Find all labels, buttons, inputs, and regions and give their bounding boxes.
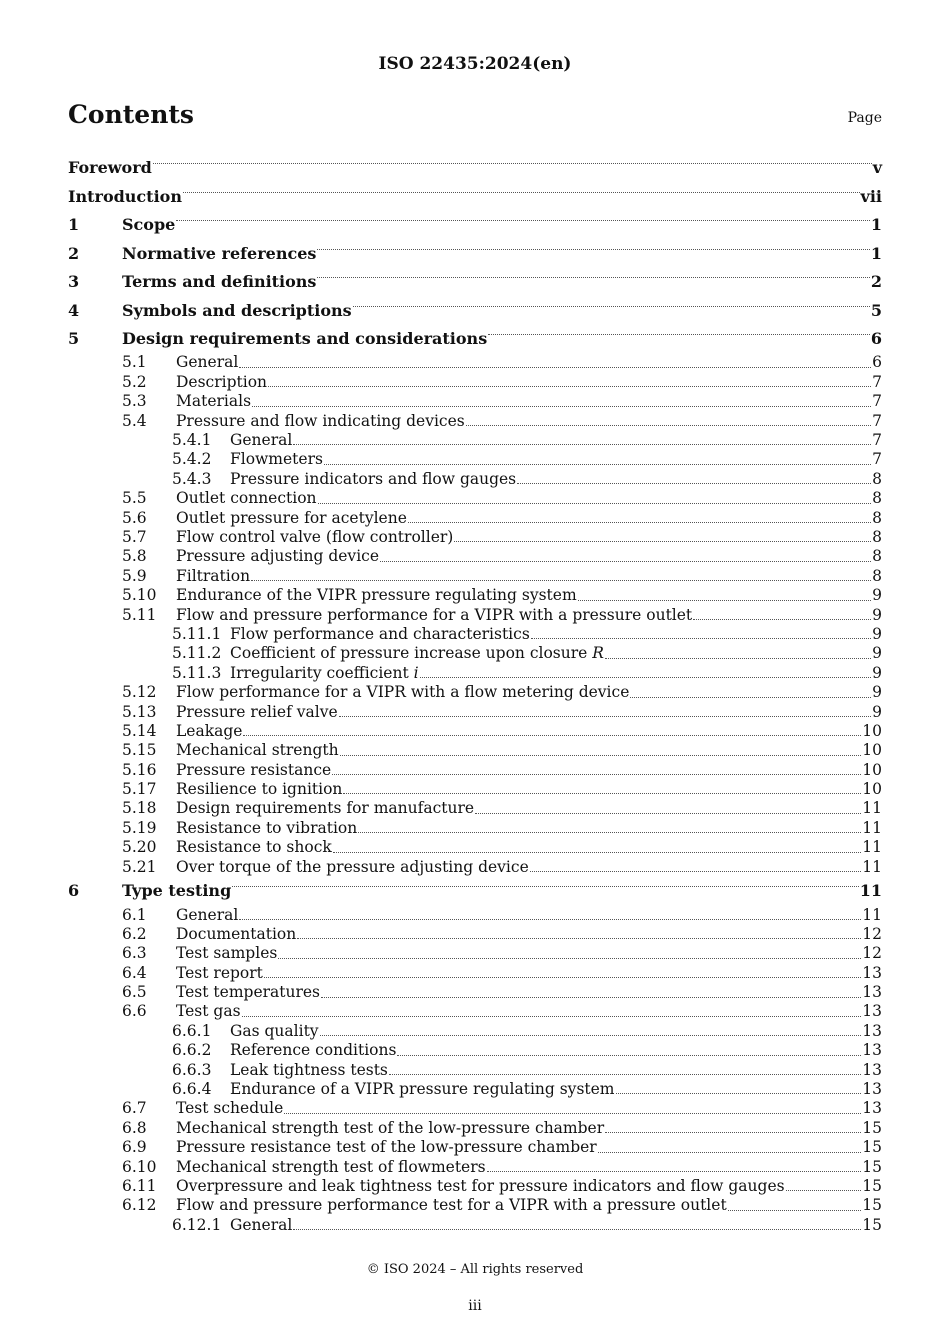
toc-entry-page: 9 (872, 644, 882, 663)
dot-leader (530, 871, 862, 872)
dot-leader (693, 619, 871, 620)
toc-entry-number: 5.11 (122, 605, 157, 624)
toc-entry-number: 6.6.4 (172, 1080, 212, 1099)
toc-entry-title: Flow and pressure performance test for a VIPR with a pressure outlet (176, 1196, 727, 1215)
dot-leader (475, 813, 861, 814)
toc-entry[interactable] (68, 1003, 882, 1022)
dot-leader (454, 541, 871, 542)
toc-entry[interactable] (68, 964, 882, 983)
dot-leader (239, 367, 871, 368)
toc-entry-number: 5.1 (122, 353, 147, 372)
page-number: iii (468, 1298, 482, 1314)
toc-entry-title: Type testing (122, 881, 232, 901)
toc-entry-title: Materials (176, 392, 252, 411)
toc-entry-page: 7 (872, 372, 882, 391)
dot-leader (243, 735, 861, 736)
dot-leader (578, 600, 871, 601)
toc-entry-number: 5.12 (122, 683, 157, 702)
toc-entry-title: Pressure resistance (176, 760, 332, 779)
toc-entry-title: Pressure resistance test of the low-pressure chamber (176, 1138, 597, 1157)
toc-entry-number: 6.6.2 (172, 1041, 212, 1060)
toc-entry[interactable] (68, 644, 882, 663)
toc-entry-number: 5.4.1 (172, 431, 212, 450)
toc-entry-number: 5.10 (122, 586, 157, 605)
toc-entry-title: Symbols and descriptions (122, 300, 352, 320)
toc-entry[interactable] (68, 392, 882, 411)
toc-entry-page: 13 (862, 1080, 882, 1099)
toc-entry-number: 5.4.3 (172, 469, 212, 488)
toc-entry[interactable] (68, 925, 882, 944)
dot-leader (488, 334, 870, 335)
toc-entry[interactable] (68, 877, 882, 906)
toc-entry-title: General (176, 905, 239, 924)
toc-entry-title: Introduction (68, 186, 182, 206)
toc-entry-page: 11 (862, 838, 882, 857)
toc-entry[interactable] (68, 1196, 882, 1215)
toc-entry[interactable] (68, 470, 882, 489)
toc-entry[interactable] (68, 1061, 882, 1080)
toc-entry[interactable] (68, 489, 882, 508)
toc-entry-page: 9 (872, 624, 882, 643)
dot-leader (630, 697, 871, 698)
toc-entry-page: 11 (859, 881, 882, 901)
dot-leader (786, 1190, 862, 1191)
dot-leader (339, 716, 871, 717)
dot-leader (333, 852, 861, 853)
toc-entry[interactable] (68, 664, 882, 683)
page-column-label: Page (847, 110, 882, 126)
dot-leader (324, 464, 871, 465)
dot-leader (380, 561, 871, 562)
toc-entry[interactable] (68, 154, 882, 183)
toc-entry-number: 5.6 (122, 508, 147, 527)
toc-entry-number: 1 (68, 215, 80, 234)
toc-entry-title: Over torque of the pressure adjusting device (176, 857, 529, 876)
dot-leader (242, 1016, 862, 1017)
toc-entry-title: Resistance to vibration (176, 818, 358, 837)
toc-entry-number: 5.3 (122, 392, 147, 411)
toc-entry-page: 2 (870, 272, 882, 291)
toc-entry-page: 13 (862, 963, 882, 982)
toc-entry[interactable] (68, 838, 882, 857)
dot-leader (320, 1035, 862, 1036)
toc-entry[interactable] (68, 741, 882, 760)
dot-leader (317, 277, 869, 278)
toc-entry-number: 6.7 (122, 1099, 147, 1118)
toc-entry-page: 15 (862, 1196, 882, 1215)
toc-entry-page: 10 (862, 760, 882, 779)
toc-entry-number: 6.5 (122, 983, 147, 1002)
toc-entry-title: Endurance of the VIPR pressure regulating system (176, 586, 577, 605)
toc-entry[interactable] (68, 819, 882, 838)
dot-leader (332, 774, 861, 775)
toc-entry[interactable] (68, 183, 882, 212)
dot-leader (264, 977, 861, 978)
toc-entry-page: 6 (872, 353, 882, 372)
toc-entry[interactable] (68, 1022, 882, 1041)
dot-leader (531, 638, 871, 639)
toc-entry-title: Pressure indicators and flow gauges (230, 469, 517, 488)
toc-entry-title: Terms and definitions (122, 272, 317, 291)
copyright-footer: © ISO 2024 – All rights reserved (366, 1262, 584, 1277)
toc-entry-number: 5.11.1 (172, 624, 222, 643)
toc-entry-page: 11 (862, 905, 882, 924)
toc-entry[interactable] (68, 354, 882, 373)
dot-leader (153, 163, 872, 164)
toc-entry-title: Filtration (176, 566, 251, 585)
toc-entry[interactable] (68, 586, 882, 605)
toc-entry[interactable] (68, 528, 882, 547)
toc-entry-page: 9 (872, 702, 882, 721)
toc-entry-title: Pressure relief valve (176, 702, 338, 721)
dot-leader (176, 220, 870, 221)
toc-entry[interactable] (68, 1138, 882, 1157)
dot-leader (297, 938, 861, 939)
toc-entry-number: 5 (68, 329, 80, 348)
toc-entry-title: Test report (176, 963, 263, 982)
toc-entry-number: 6.1 (122, 905, 147, 924)
toc-entry-title: Description (176, 372, 268, 391)
toc-entry-title: Resistance to shock (176, 838, 332, 857)
toc-entry-title: Test samples (176, 944, 278, 963)
dot-leader (340, 755, 862, 756)
toc-entry-title: Design requirements and considerations (122, 329, 488, 348)
toc-entry-page: 11 (862, 857, 882, 876)
dot-leader (284, 1113, 861, 1114)
toc-entry-number: 5.11.3 (172, 663, 222, 682)
toc-entry-title: Flow and pressure performance for a VIPR with a pressure outlet (176, 605, 693, 624)
toc-entry[interactable] (68, 799, 882, 818)
toc-entry-number: 6.2 (122, 924, 147, 943)
toc-entry[interactable] (68, 1119, 882, 1138)
toc-entry-page: 8 (872, 528, 882, 546)
toc-entry-number: 6.6.1 (172, 1021, 212, 1040)
toc-entry-page: 9 (872, 683, 882, 702)
toc-entry-title: Leak tightness tests (230, 1060, 388, 1079)
toc-entry-number: 5.18 (122, 799, 157, 818)
toc-entry-title: Mechanical strength test of flowmeters (176, 1157, 486, 1176)
toc-entry-number: 6.11 (122, 1177, 157, 1195)
toc-entry-page: 9 (872, 605, 882, 624)
toc-entry[interactable] (68, 983, 882, 1002)
dot-leader (232, 886, 858, 887)
toc-entry-number: 4 (68, 300, 80, 320)
toc-entry-title: Pressure adjusting device (176, 547, 379, 566)
toc-entry-page: 8 (872, 547, 882, 566)
dot-leader (251, 580, 871, 581)
dot-leader (252, 406, 871, 407)
toc-entry-page: 15 (862, 1157, 882, 1176)
toc-entry[interactable] (68, 325, 882, 354)
toc-entry-number: 6.12 (122, 1196, 157, 1215)
dot-leader (517, 483, 871, 484)
toc-entry[interactable] (68, 297, 882, 326)
toc-entry-number: 6.12.1 (172, 1215, 222, 1234)
toc-entry-page: 15 (862, 1118, 882, 1137)
toc-entry-title: Resilience to ignition (176, 780, 343, 799)
toc-entry[interactable] (68, 1041, 882, 1060)
toc-entry[interactable] (68, 858, 882, 877)
toc-entry-number: 6.6.3 (172, 1060, 212, 1079)
toc-entry-title: Scope (122, 215, 176, 234)
toc-entry[interactable] (68, 606, 882, 625)
dot-leader (353, 306, 870, 307)
toc-entry-number: 6.3 (122, 944, 147, 963)
dot-leader (318, 503, 872, 504)
toc-entry[interactable] (68, 268, 882, 297)
toc-entry[interactable] (68, 373, 882, 392)
toc-entry[interactable] (68, 761, 882, 780)
dot-leader (616, 1093, 862, 1094)
toc-entry[interactable] (68, 683, 882, 702)
toc-entry-number: 5.5 (122, 489, 147, 508)
toc-entry-page: v (872, 158, 882, 177)
toc-entry-title: Flow performance and characteristics (230, 624, 530, 643)
toc-entry-number: 5.14 (122, 721, 157, 740)
toc-entry-page: vii (860, 186, 882, 206)
dot-leader (598, 1152, 862, 1153)
toc-entry[interactable] (68, 547, 882, 566)
toc-entry-page: 11 (862, 799, 882, 818)
toc-entry-page: 15 (862, 1215, 882, 1234)
toc-entry-page: 7 (872, 450, 882, 469)
toc-entry-title: Foreword (68, 158, 152, 177)
toc-entry-number: 6.6 (122, 1002, 147, 1021)
toc-entry-title: Test gas (176, 1002, 241, 1021)
toc-entry-title: Test temperatures (176, 983, 321, 1002)
toc-entry-number: 5.21 (122, 857, 157, 876)
toc-entry[interactable] (68, 703, 882, 722)
toc-entry-title: Irregularity coefficient i (230, 663, 419, 682)
standard-header: ISO 22435:2024(en) (378, 54, 572, 74)
toc-entry-symbol: i (413, 663, 419, 682)
dot-leader (397, 1055, 861, 1056)
toc-entry[interactable] (68, 431, 882, 450)
toc-entry-number: 6.8 (122, 1118, 147, 1137)
toc-entry-number: 3 (68, 272, 80, 291)
toc-entry[interactable] (68, 944, 882, 963)
toc-entry-title: Endurance of a VIPR pressure regulating system (230, 1080, 615, 1099)
table-of-contents (68, 154, 882, 1235)
dot-leader (466, 425, 871, 426)
toc-entry-number: 5.8 (122, 547, 147, 566)
toc-entry-title: Documentation (176, 924, 297, 943)
toc-entry-page: 8 (872, 469, 882, 488)
dot-leader (239, 919, 861, 920)
toc-entry-number: 5.2 (122, 372, 147, 391)
toc-entry-page: 7 (872, 392, 882, 411)
toc-entry-title: Reference conditions (230, 1041, 397, 1060)
toc-entry-page: 13 (862, 1041, 882, 1060)
toc-entry-number: 5.20 (122, 838, 157, 857)
toc-entry-page: 6 (870, 329, 882, 348)
toc-entry-title: Test schedule (176, 1099, 284, 1118)
toc-entry-number: 6.10 (122, 1157, 157, 1176)
toc-entry-number: 5.11.2 (172, 644, 222, 663)
toc-entry-title: Mechanical strength (176, 741, 339, 760)
toc-entry-page: 10 (862, 780, 882, 799)
dot-leader (343, 793, 861, 794)
toc-entry-title: Flow performance for a VIPR with a flow metering device (176, 683, 630, 702)
toc-entry-page: 10 (862, 721, 882, 740)
toc-entry-page: 13 (862, 983, 882, 1002)
toc-entry-page: 8 (872, 508, 882, 527)
dot-leader (420, 677, 872, 678)
toc-entry-title: Flow control valve (flow controller) (176, 528, 454, 546)
toc-entry-title: Outlet connection (176, 489, 317, 508)
toc-entry[interactable] (68, 412, 882, 431)
toc-entry-symbol: R (592, 644, 604, 663)
toc-entry-title: Design requirements for manufacture (176, 799, 475, 818)
toc-entry-number: 5.4.2 (172, 450, 212, 469)
toc-entry-title: Mechanical strength test of the low-pressure chamber (176, 1118, 605, 1137)
toc-entry-title: Coefficient of pressure increase upon closure R (230, 644, 604, 663)
toc-entry-page: 5 (870, 300, 882, 320)
toc-entry-number: 5.17 (122, 780, 157, 799)
toc-entry-page: 9 (872, 663, 882, 682)
toc-entry-number: 2 (68, 243, 80, 263)
toc-entry-title: Normative references (122, 243, 317, 263)
dot-leader (268, 386, 871, 387)
dot-leader (728, 1210, 862, 1211)
dot-leader (358, 832, 861, 833)
document-page (68, 0, 882, 1344)
toc-entry-page: 7 (872, 431, 882, 450)
toc-entry[interactable] (68, 625, 882, 644)
toc-entry-page: 11 (862, 818, 882, 837)
contents-heading-row (68, 100, 882, 132)
toc-entry-number: 5.9 (122, 566, 147, 585)
toc-entry-title: General (176, 353, 239, 372)
toc-entry-title: General (230, 431, 293, 450)
toc-entry-title: Outlet pressure for acetylene (176, 508, 407, 527)
toc-entry-number: 6 (68, 881, 80, 901)
toc-entry-page: 7 (872, 411, 882, 430)
contents-title: Contents (68, 100, 195, 129)
toc-entry-page: 12 (862, 944, 882, 963)
toc-entry[interactable] (68, 1158, 882, 1177)
toc-entry-page: 8 (872, 489, 882, 508)
toc-entry-page: 1 (870, 243, 882, 263)
dot-leader (605, 658, 871, 659)
toc-entry-page: 12 (862, 924, 882, 943)
toc-entry-page: 13 (862, 1021, 882, 1040)
toc-entry[interactable] (68, 1177, 882, 1196)
dot-leader (293, 444, 871, 445)
toc-entry-number: 5.13 (122, 702, 157, 721)
toc-entry[interactable] (68, 906, 882, 925)
toc-entry[interactable] (68, 211, 882, 240)
toc-entry-page: 9 (872, 586, 882, 605)
toc-entry-page: 10 (862, 741, 882, 760)
toc-entry-title: Overpressure and leak tightness test for pressure indicators and flow gauges (176, 1177, 785, 1195)
toc-entry-page: 13 (862, 1060, 882, 1079)
toc-entry-page: 15 (862, 1177, 882, 1195)
toc-entry[interactable] (68, 240, 882, 269)
toc-entry-title: Gas quality (230, 1021, 319, 1040)
toc-entry-title: General (230, 1215, 293, 1234)
dot-leader (605, 1132, 861, 1133)
toc-entry-number: 5.7 (122, 528, 147, 546)
toc-entry-title: Leakage (176, 721, 243, 740)
toc-entry-page: 8 (872, 566, 882, 585)
toc-entry-number: 6.4 (122, 963, 147, 982)
toc-entry[interactable] (68, 1216, 882, 1235)
toc-entry-number: 5.15 (122, 741, 157, 760)
toc-entry-page: 13 (862, 1099, 882, 1118)
toc-entry-number: 5.16 (122, 760, 157, 779)
toc-entry[interactable] (68, 1080, 882, 1099)
toc-entry[interactable] (68, 722, 882, 741)
toc-entry-title: Flowmeters (230, 450, 323, 469)
dot-leader (321, 997, 861, 998)
toc-entry[interactable] (68, 450, 882, 469)
toc-entry-page: 1 (870, 215, 882, 234)
toc-entry[interactable] (68, 567, 882, 586)
toc-entry-number: 5.19 (122, 818, 157, 837)
toc-entry[interactable] (68, 1099, 882, 1118)
dot-leader (278, 958, 861, 959)
dot-leader (487, 1171, 862, 1172)
dot-leader (293, 1229, 861, 1230)
toc-entry-page: 13 (862, 1002, 882, 1021)
toc-entry-title: Pressure and flow indicating devices (176, 411, 465, 430)
toc-entry-number: 6.9 (122, 1138, 147, 1157)
dot-leader (408, 522, 871, 523)
dot-leader (183, 192, 860, 193)
toc-entry[interactable] (68, 780, 882, 799)
toc-entry-number: 5.4 (122, 411, 147, 430)
toc-entry-page: 15 (862, 1138, 882, 1157)
dot-leader (389, 1074, 861, 1075)
dot-leader (317, 249, 869, 250)
toc-entry[interactable] (68, 509, 882, 528)
